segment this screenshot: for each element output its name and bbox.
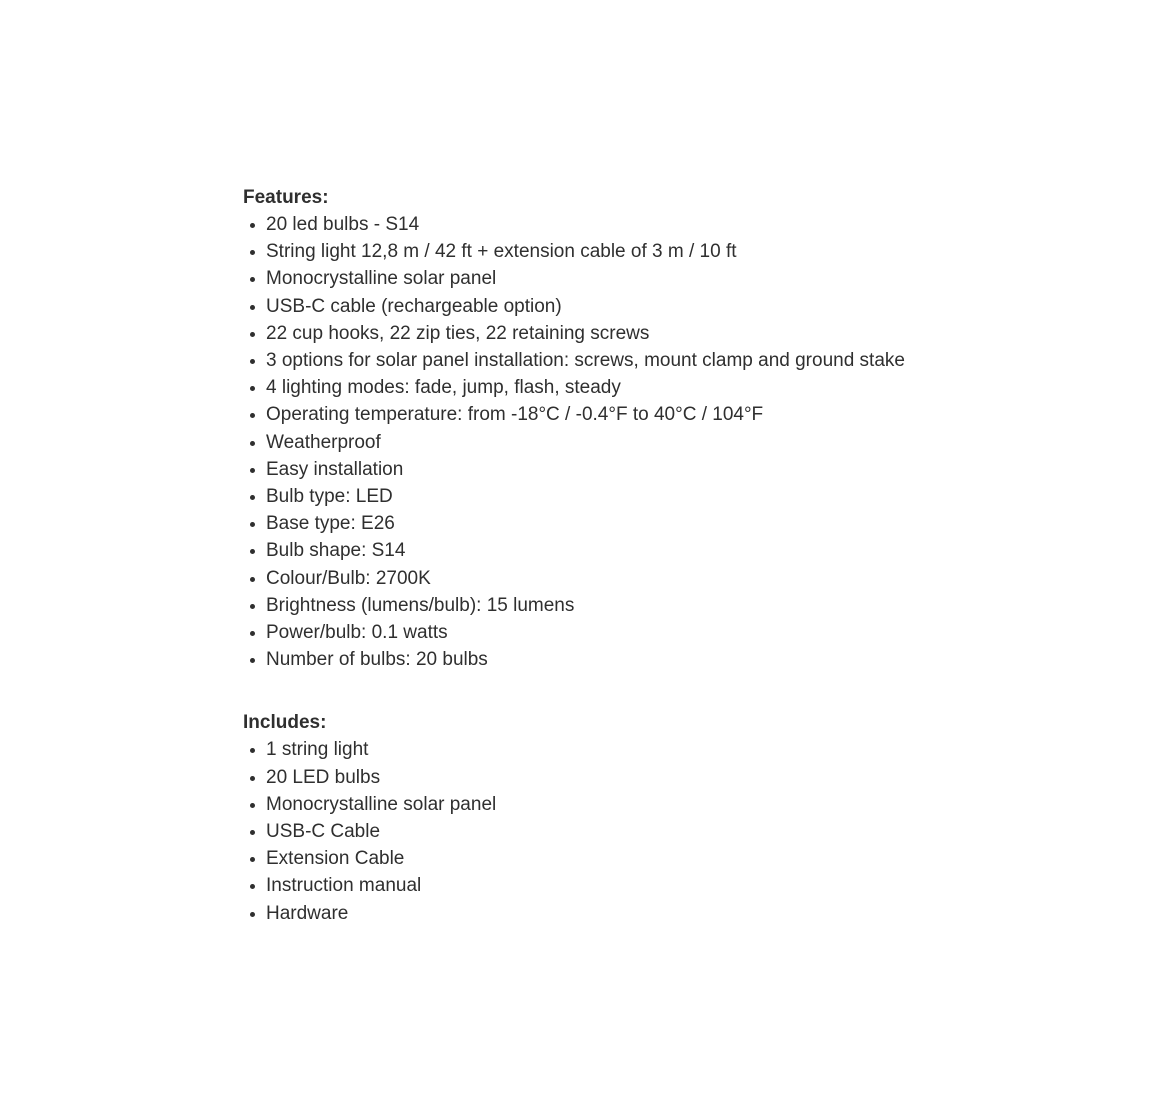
includes-heading: Includes:	[243, 712, 327, 734]
includes-item: 20 LED bulbs	[243, 764, 1063, 791]
feature-item: USB-C cable (rechargeable option)	[243, 293, 1063, 320]
feature-item: Number of bulbs: 20 bulbs	[243, 646, 1063, 673]
feature-item: Base type: E26	[243, 510, 1063, 537]
feature-item: 22 cup hooks, 22 zip ties, 22 retaining screws	[243, 320, 1063, 347]
features-heading: Features:	[243, 187, 329, 208]
feature-item: Bulb shape: S14	[243, 537, 1063, 564]
feature-item: String light 12,8 m / 42 ft + extension cable of 3 m / 10 ft	[243, 238, 1063, 265]
feature-item: Bulb type: LED	[243, 483, 1063, 510]
feature-item: Weatherproof	[243, 429, 1063, 456]
feature-item: 4 lighting modes: fade, jump, flash, steady	[243, 374, 1063, 401]
includes-item: Hardware	[243, 900, 1063, 927]
feature-item: Operating temperature: from -18°C / -0.4°F to 40°C / 104°F	[243, 401, 1063, 428]
feature-item: Power/bulb: 0.1 watts	[243, 619, 1063, 646]
feature-item: Monocrystalline solar panel	[243, 265, 1063, 292]
feature-item: Brightness (lumens/bulb): 15 lumens	[243, 592, 1063, 619]
product-description	[243, 184, 1063, 927]
includes-item: Extension Cable	[243, 845, 1063, 872]
includes-list	[243, 736, 1063, 926]
includes-item: Instruction manual	[243, 872, 1063, 899]
feature-item: 20 led bulbs - S14	[243, 211, 1063, 238]
includes-item: Monocrystalline solar panel	[243, 791, 1063, 818]
feature-item: 3 options for solar panel installation: screws, mount clamp and ground stake	[243, 347, 1063, 374]
feature-item: Easy installation	[243, 456, 1063, 483]
features-list	[243, 211, 1063, 673]
includes-item: 1 string light	[243, 736, 1063, 763]
feature-item: Colour/Bulb: 2700K	[243, 565, 1063, 592]
includes-item: USB-C Cable	[243, 818, 1063, 845]
